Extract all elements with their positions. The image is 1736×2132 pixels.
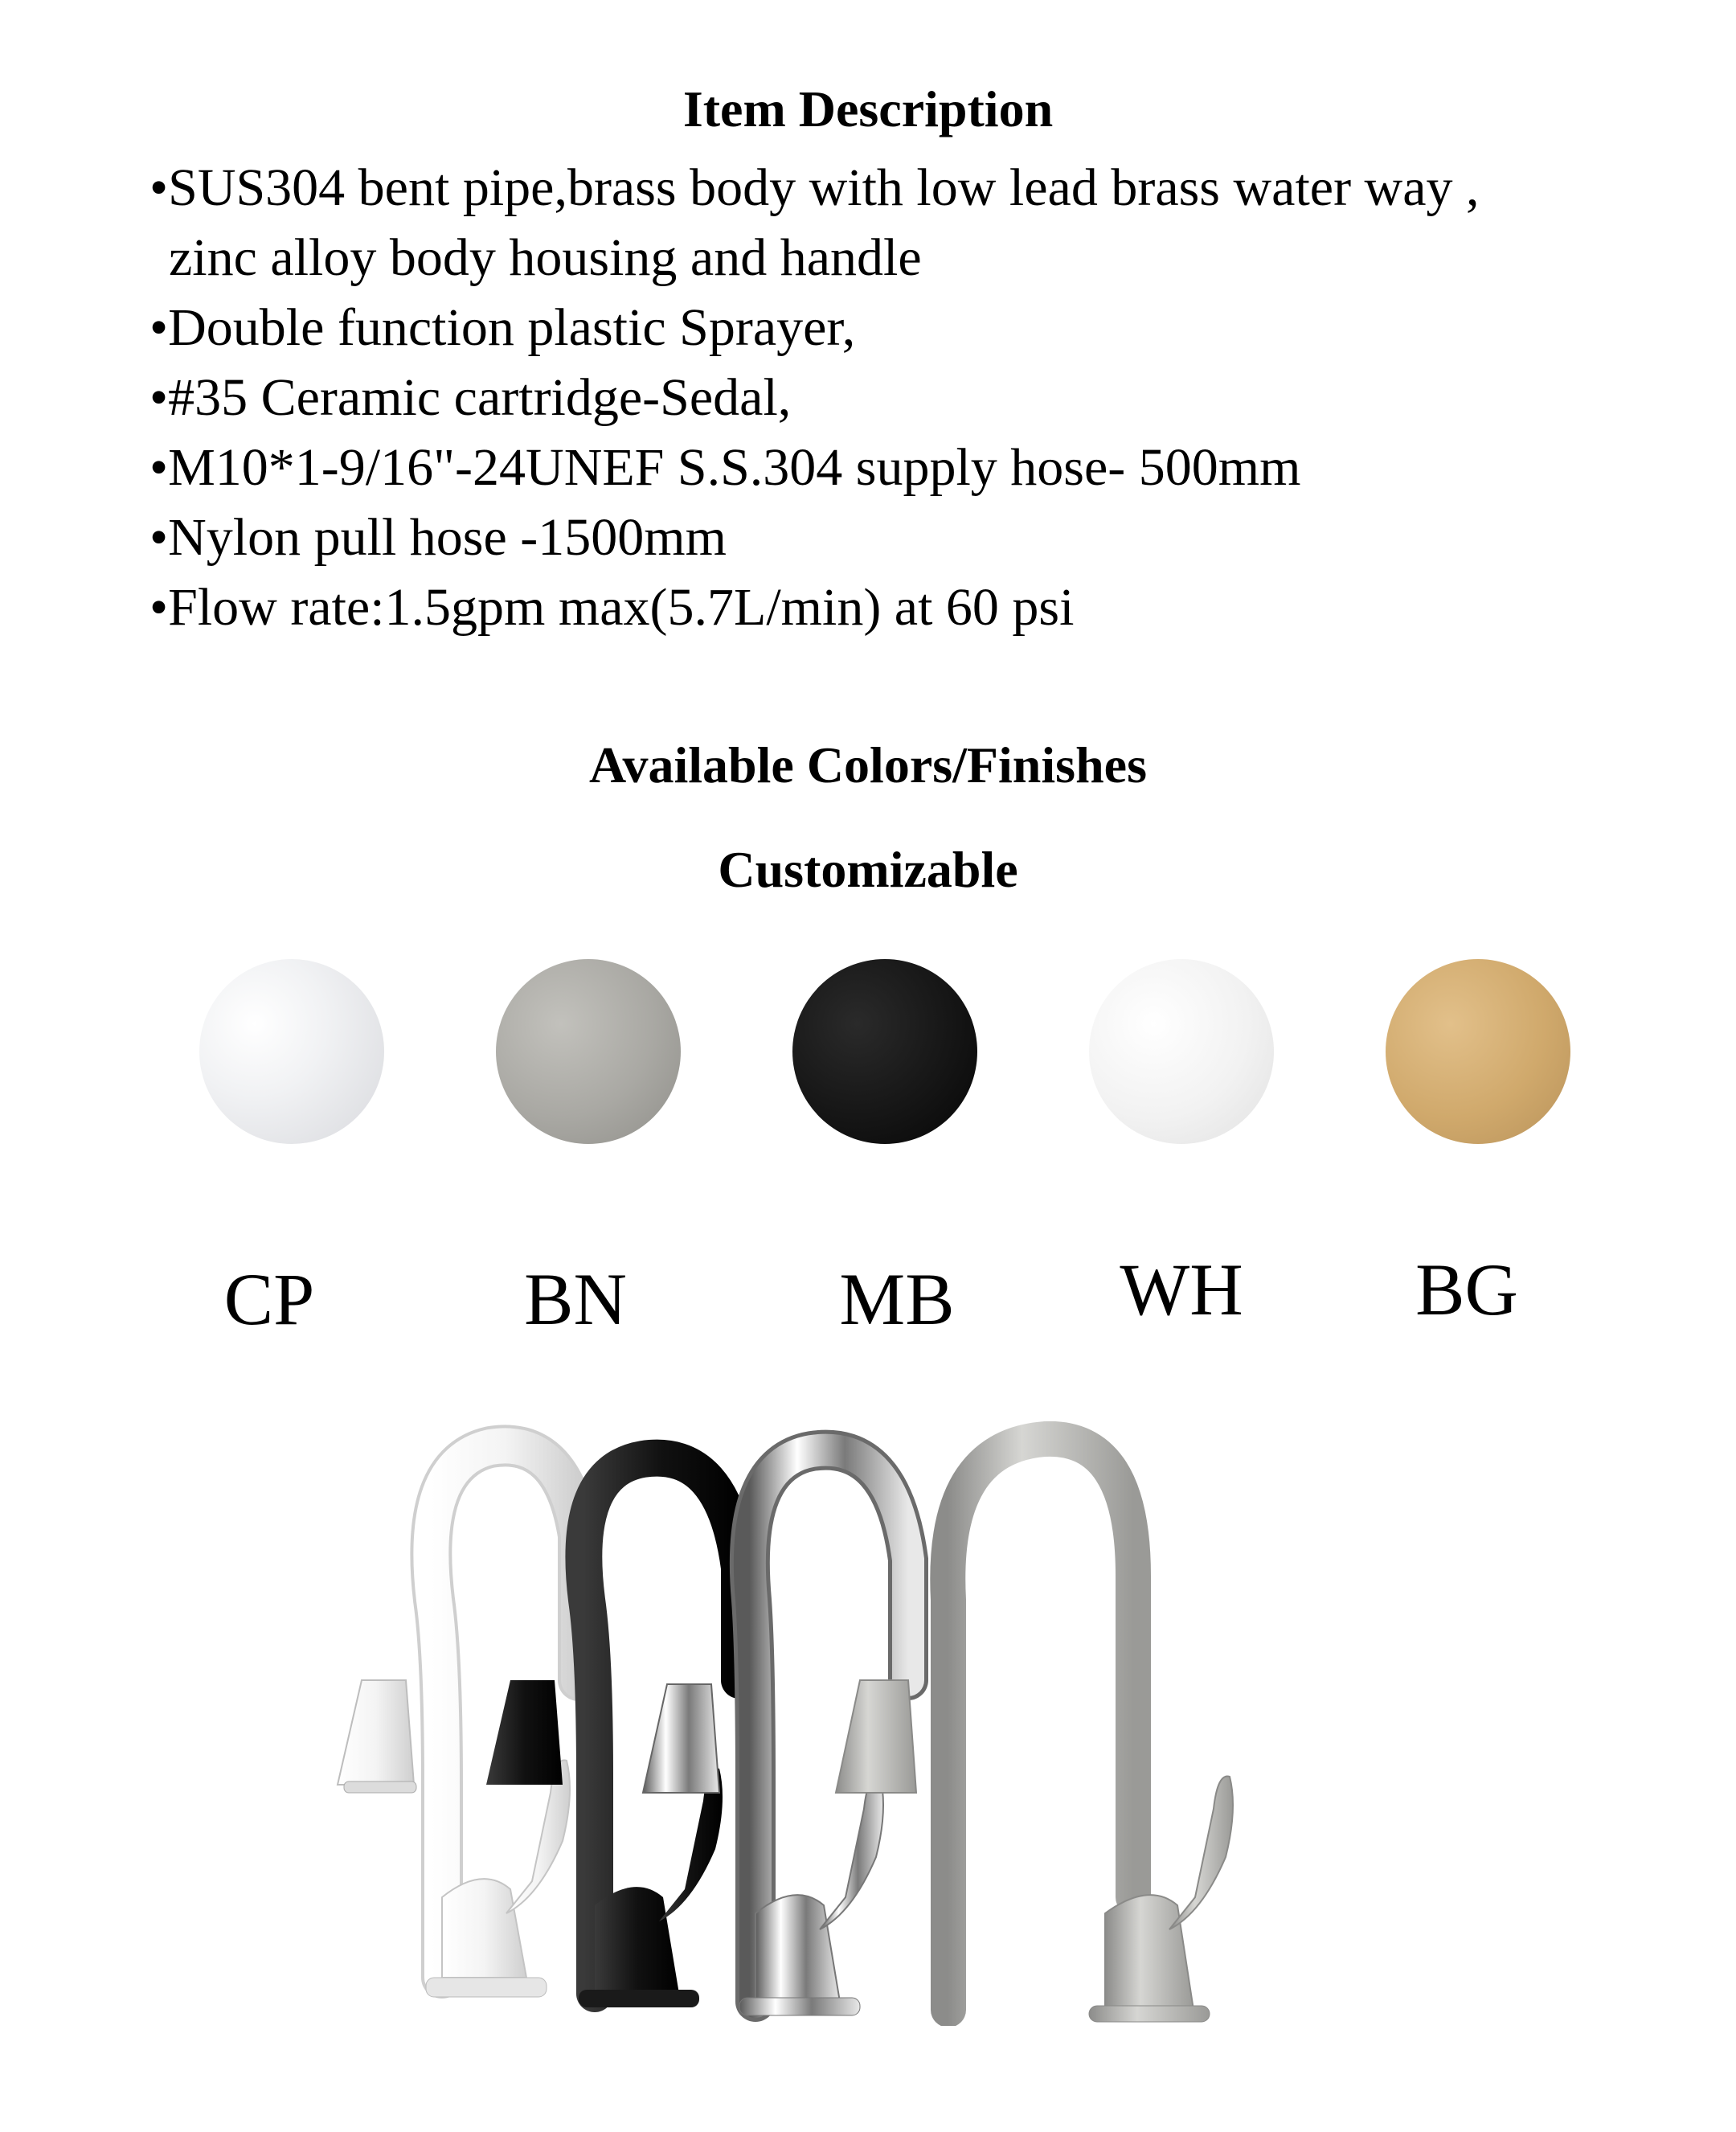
swatch-label-bg: BG xyxy=(1415,1248,1518,1330)
swatch-label-bn: BN xyxy=(524,1258,627,1340)
swatch-bn xyxy=(496,959,681,1144)
list-item: •Nylon pull hose -1500mm xyxy=(149,508,727,567)
list-item: •Flow rate:1.5gpm max(5.7L/min) at 60 psi xyxy=(149,578,1075,637)
swatch-label-wh: WH xyxy=(1120,1248,1243,1330)
kitchen-faucets-image xyxy=(321,1415,1366,2026)
list-item: •M10*1-9/16"-24UNEF S.S.304 supply hose- 500mm xyxy=(149,438,1301,497)
list-item xyxy=(149,153,1677,293)
item-description-list xyxy=(149,153,1677,642)
swatch-label-cp: CP xyxy=(223,1258,315,1340)
list-item: •#35 Ceramic cartridge-Sedal, xyxy=(149,368,792,427)
bullet-text-continuation: zinc alloy body housing and handle xyxy=(169,228,922,287)
swatch-wh xyxy=(1089,959,1274,1144)
colors-title: Available Colors/Finishes xyxy=(589,736,1147,793)
bullet-text: •SUS304 bent pipe,brass body with low lead brass water way , xyxy=(149,158,1480,217)
item-description-title: Item Description xyxy=(682,80,1054,137)
swatch-bg xyxy=(1386,959,1570,1144)
list-item: •Double function plastic Sprayer, xyxy=(149,298,856,357)
swatch-label-mb: MB xyxy=(839,1258,955,1340)
colors-subtitle: Customizable xyxy=(718,841,1018,898)
swatch-cp xyxy=(199,959,384,1144)
swatch-mb xyxy=(792,959,977,1144)
